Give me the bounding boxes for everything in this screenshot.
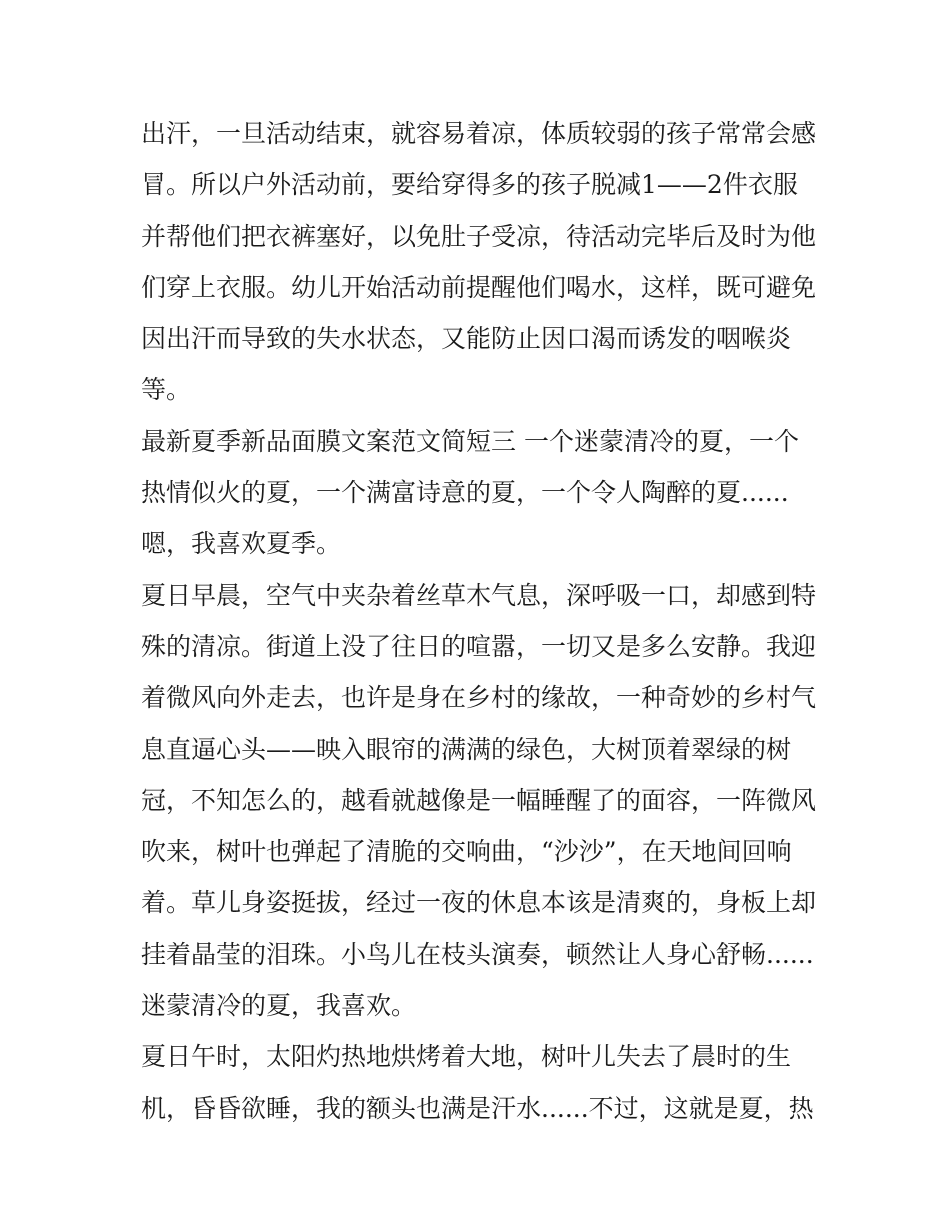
text-line: 着。草儿身姿挺拔，经过一夜的休息本该是清爽的，身板上却 [141,888,817,918]
document-body [141,108,821,1134]
text-line: 吹来，树叶也弹起了清脆的交响曲，“沙沙”，在天地间回响 [141,837,792,867]
text-line: 等。 [141,375,192,405]
text-line: 冠，不知怎么的，越看就越像是一幅睡醒了的面容，一阵微风 [141,785,817,815]
text-line: 出汗，一旦活动结束，就容易着凉，体质较弱的孩子常常会感 [141,119,817,148]
text-line: 冒。所以户外活动前，要给穿得多的孩子脱减1——2件衣服 [141,170,798,200]
text-line: 夏日午时，太阳灼热地烘烤着大地，树叶儿失去了晨时的生 [141,1042,792,1072]
text-line: 热情似火的夏，一个满富诗意的夏，一个令人陶醉的夏...... [141,478,789,508]
text-line: 挂着晶莹的泪珠。小鸟儿在枝头演奏，顿然让人身心舒畅...... [141,939,814,969]
text-line: 嗯，我喜欢夏季。 [141,529,342,559]
text-line: 迷蒙清冷的夏，我喜欢。 [141,991,417,1021]
text-line: 机，昏昏欲睡，我的额头也满是汗水......不过，这就是夏，热 [141,1093,814,1123]
text-line: 并帮他们把衣裤塞好，以免肚子受凉，待活动完毕后及时为他 [141,221,817,251]
text-line: 殊的清凉。街道上没了往日的喧嚣，一切又是多么安静。我迎 [141,631,817,661]
text-line: 夏日早晨，空气中夹杂着丝草木气息，深呼吸一口，却感到特 [141,580,817,610]
text-line: 因出汗而导致的失水状态，又能防止因口渴而诱发的咽喉炎 [141,324,792,354]
text-line: 着微风向外走去，也许是身在乡村的缘故，一种奇妙的乡村气 [141,683,817,713]
text-line: 们穿上衣服。幼儿开始活动前提醒他们喝水，这样，既可避免 [141,272,817,302]
section-heading-line: 最新夏季新品面膜文案范文简短三 一个迷蒙清冷的夏，一个 [141,426,799,456]
text-line: 息直逼心头——映入眼帘的满满的绿色，大树顶着翠绿的树 [141,734,792,764]
